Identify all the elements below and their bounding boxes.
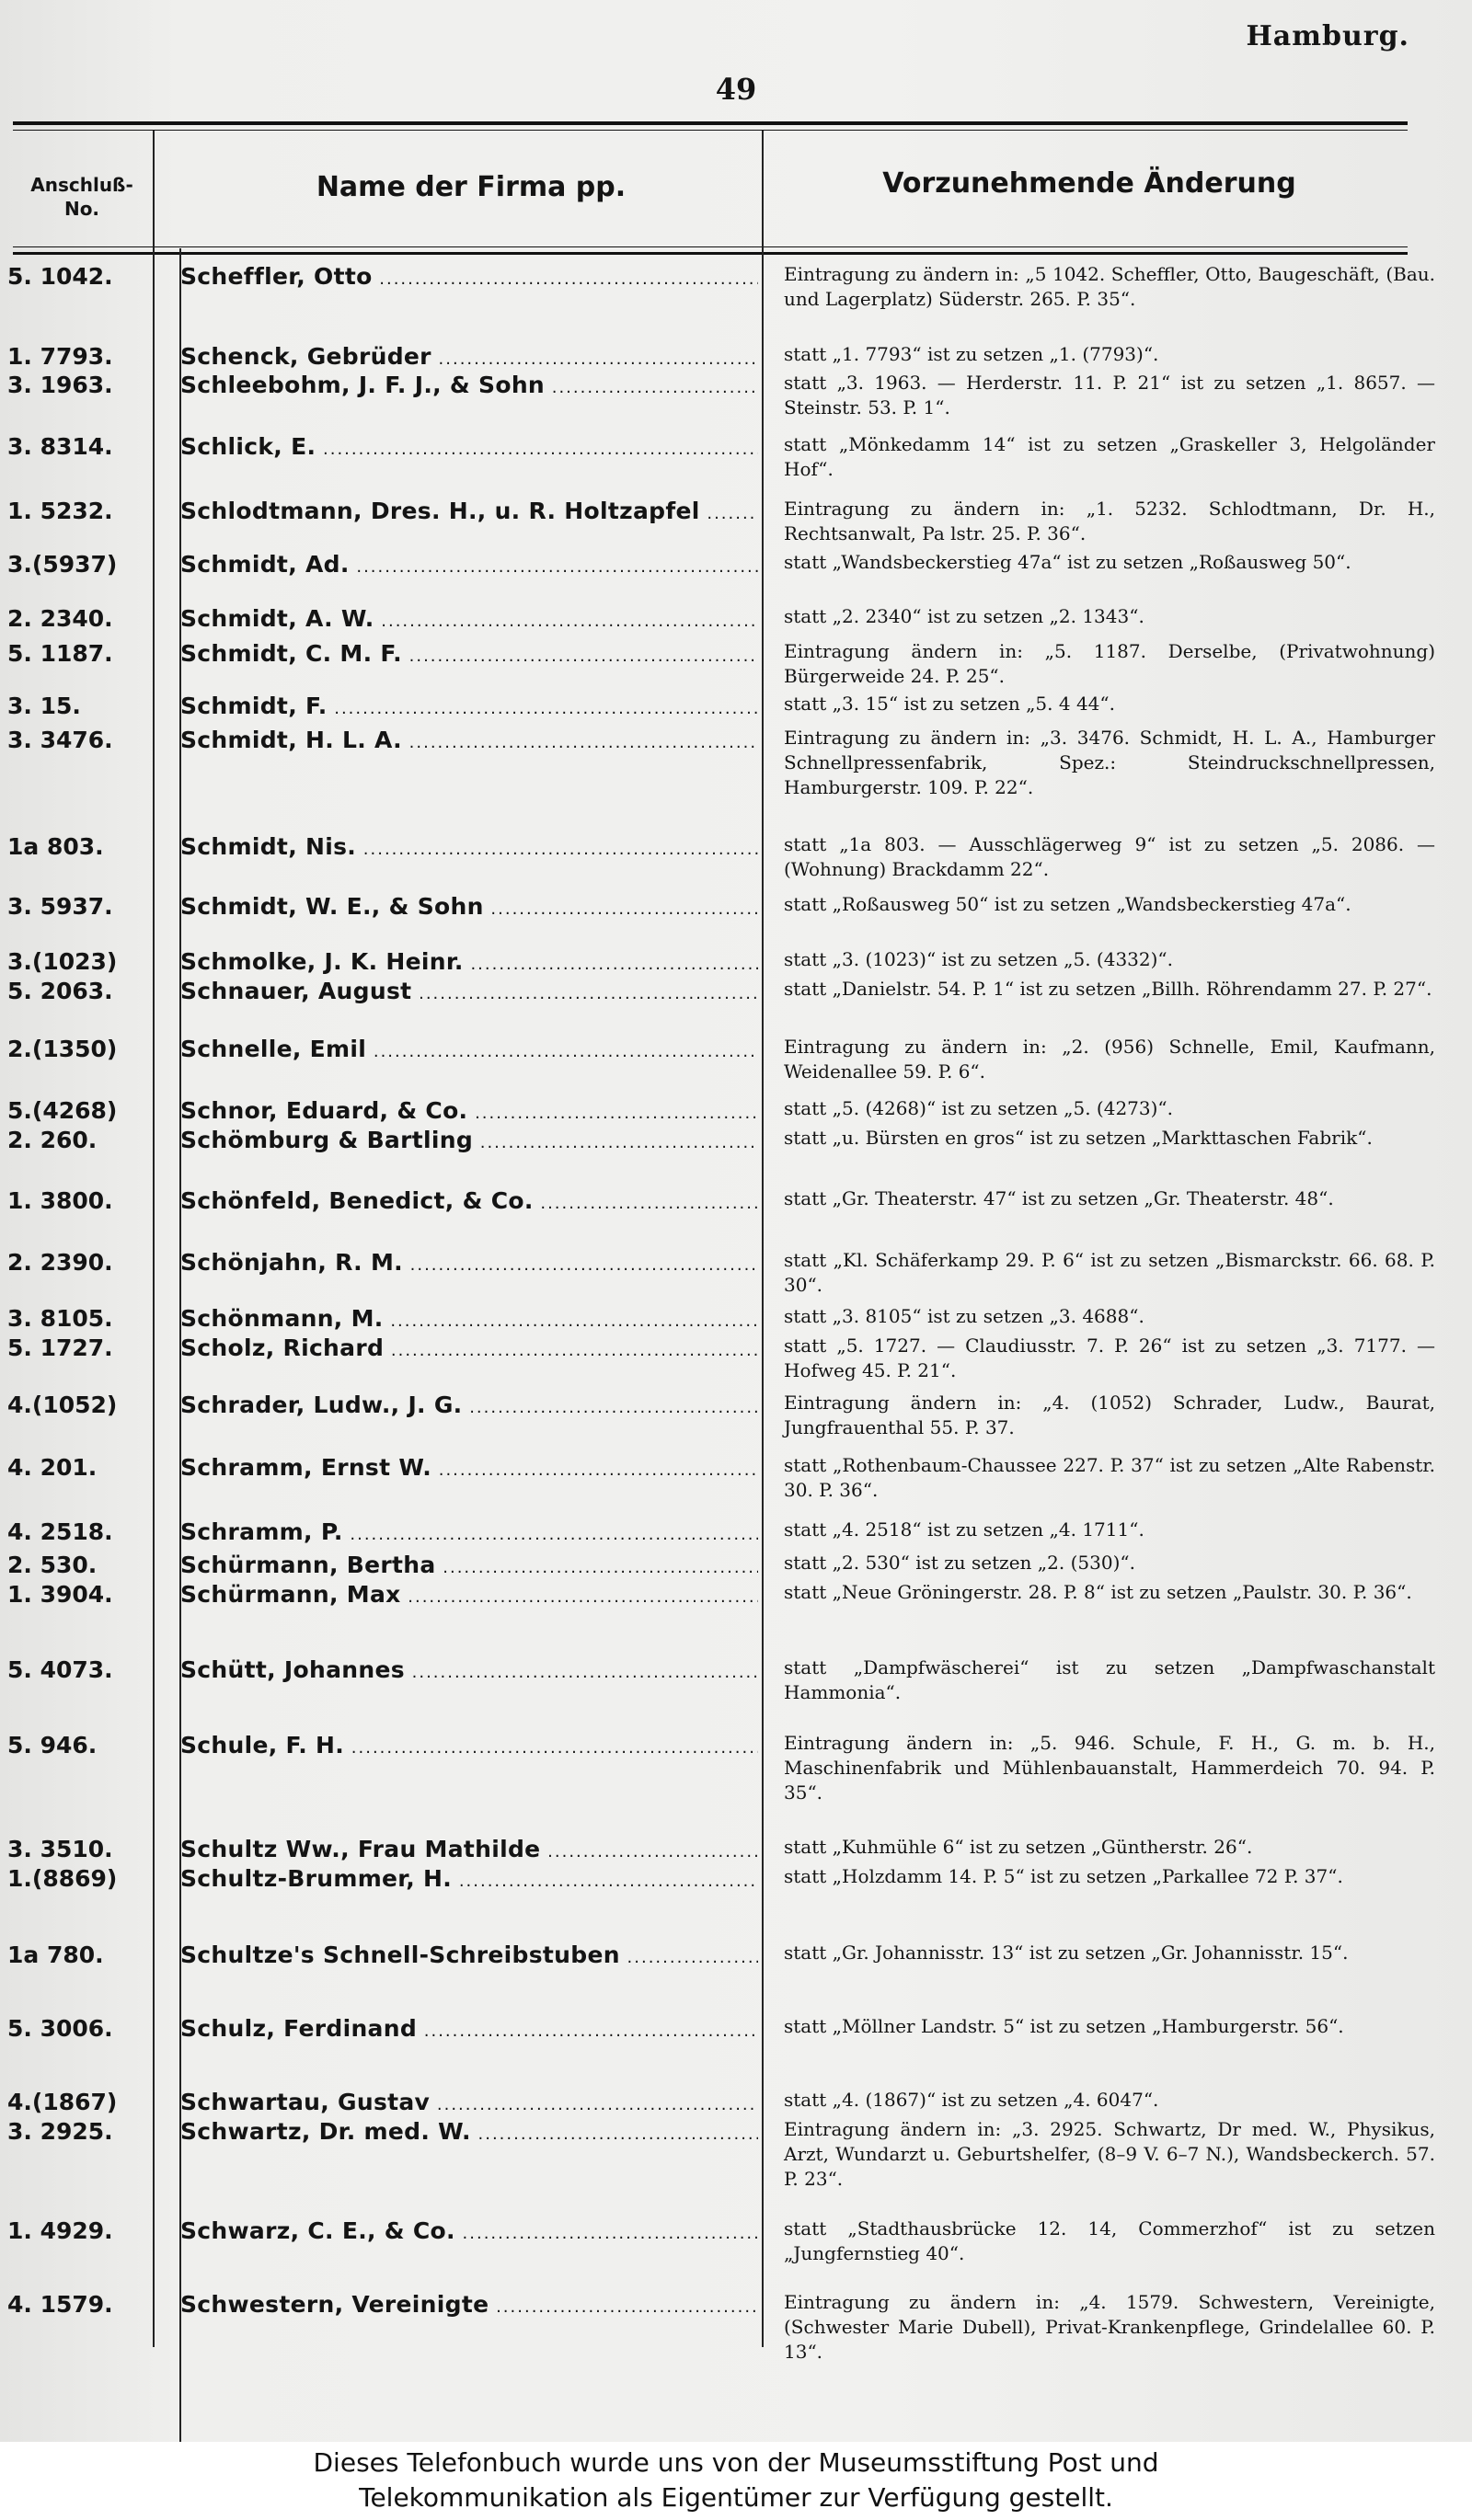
connection-number: 1a 803. xyxy=(7,833,104,860)
change-instruction: statt „Stadthausbrücke 12. 14, Commerzhof“ ist zu setzen „Jungfernstieg 40“. xyxy=(784,2217,1435,2264)
connection-number: 2.(1350) xyxy=(7,1036,118,1062)
change-instruction: statt „Holzdamm 14. P. 5“ ist zu setzen „Parkallee 72 P. 37“. xyxy=(784,1865,1343,1887)
connection-number: 3.(5937) xyxy=(7,551,118,578)
firm-name: Scholz, Richard ..... xyxy=(180,1334,758,1366)
change-instruction: Eintragung ändern in: „4. (1052) Schrader, Ludw., Baurat, Jungfrauenthal 55. P. 37. xyxy=(784,1392,1435,1438)
connection-number: 4.(1867) xyxy=(7,2089,118,2115)
firm-name: Schrader, Ludw., J. G. ..... xyxy=(180,1391,758,1423)
change-instruction: Eintragung zu ändern in: „4. 1579. Schwestern, Vereinigte, (Schwester Marie Dubell), Privat-Krankenpflege, Grindelallee 60. P. 13“. xyxy=(784,2291,1435,2363)
change-instruction: statt „1a 803. — Ausschlägerweg 9“ ist zu setzen „5. 2086. — (Wohnung) Brackdamm 22“. xyxy=(784,833,1435,880)
connection-number: 1. 5232. xyxy=(7,498,113,524)
connection-number: 1. 4929. xyxy=(7,2217,113,2244)
footer-line-2: Telekommunikation als Eigentümer zur Verfügung gestellt. xyxy=(359,2482,1113,2513)
page-number: 49 xyxy=(715,72,757,107)
footer-note xyxy=(0,2442,1472,2520)
change-instruction: Eintragung ändern in: „3. 2925. Schwartz, Dr med. W., Physikus, Arzt, Wundarzt u. Geburtshelfer, (8–9 V. 6–7 N.), Wandsbeckerch. 57. P. 23“. xyxy=(784,2118,1435,2190)
change-instruction: statt „Gr. Theaterstr. 47“ ist zu setzen „Gr. Theaterstr. 48“. xyxy=(784,1187,1334,1209)
change-instruction: statt „Mönkedamm 14“ ist zu setzen „Graskeller 3, Helgoländer Hof“. xyxy=(784,433,1435,480)
connection-number: 2. 2340. xyxy=(7,605,113,632)
header-rule xyxy=(13,246,1408,255)
firm-name: Schramm, Ernst W. ..... xyxy=(180,1453,758,1485)
firm-name: Schürmann, Max ..... xyxy=(180,1580,758,1612)
firm-name: Schwartau, Gustav ..... xyxy=(180,2088,758,2120)
change-instruction: statt „2. 530“ ist zu setzen „2. (530)“. xyxy=(784,1552,1135,1574)
firm-name: Schramm, P. ..... xyxy=(180,1518,758,1550)
change-instruction: statt „3. 1963. — Herderstr. 11. P. 21“ ist zu setzen „1. 8657. — Steinstr. 53. P. 1“. xyxy=(784,372,1435,418)
connection-number: 4. 201. xyxy=(7,1454,98,1481)
firm-name: Scheffler, Otto ..... xyxy=(180,262,758,294)
firm-name: Schürmann, Bertha ..... xyxy=(180,1551,758,1583)
connection-number: 2. 260. xyxy=(7,1127,98,1153)
firm-name: Schmidt, H. L. A. ..... xyxy=(180,726,758,758)
connection-number: 5. 3006. xyxy=(7,2015,113,2042)
connection-number: 4.(1052) xyxy=(7,1392,118,1418)
column-header-number: Anschluß- No. xyxy=(30,174,133,220)
footer-line-1: Dieses Telefonbuch wurde uns von der Museumsstiftung Post und xyxy=(313,2447,1159,2478)
region-heading: Hamburg. xyxy=(1246,20,1409,52)
firm-name: Schleebohm, J. F. J., & Sohn ..... xyxy=(180,371,758,403)
firm-name: Schmidt, Ad. ..... xyxy=(180,550,758,582)
connection-number: 5. 946. xyxy=(7,1732,98,1758)
firm-name: Schultz-Brummer, H. ..... xyxy=(180,1864,758,1896)
connection-number: 3. 15. xyxy=(7,693,81,719)
firm-name: Schönfeld, Benedict, & Co. ..... xyxy=(180,1186,758,1219)
connection-number: 5. 1187. xyxy=(7,640,113,667)
top-rule xyxy=(13,121,1408,131)
change-instruction: statt „u. Bürsten en gros“ ist zu setzen „Markttaschen Fabrik“. xyxy=(784,1127,1373,1149)
connection-number: 4. 1579. xyxy=(7,2291,113,2318)
change-instruction: statt „Gr. Johannisstr. 13“ ist zu setzen „Gr. Johannisstr. 15“. xyxy=(784,1942,1349,1964)
connection-number: 5. 1042. xyxy=(7,263,113,290)
connection-number: 5. 2063. xyxy=(7,978,113,1004)
firm-name: Schulz, Ferdinand ..... xyxy=(180,2014,758,2046)
firm-name: Schwartz, Dr. med. W. ..... xyxy=(180,2117,758,2149)
firm-name: Schnelle, Emil ..... xyxy=(180,1035,758,1067)
connection-number: 3. 1963. xyxy=(7,372,113,398)
change-instruction: Eintragung ändern in: „5. 946. Schule, F. H., G. m. b. H., Maschinenfabrik und Mühlenbauanstalt, Hammerdeich 70. 94. P. 35“. xyxy=(784,1732,1435,1804)
connection-number: 1. 3904. xyxy=(7,1581,113,1608)
change-instruction: statt „3. 8105“ ist zu setzen „3. 4688“. xyxy=(784,1305,1144,1327)
change-instruction: Eintragung zu ändern in: „5 1042. Scheffler, Otto, Baugeschäft, (Bau. und Lagerplatz) Süderstr. 265. P. 35“. xyxy=(784,263,1435,310)
change-instruction: statt „Roßausweg 50“ ist zu setzen „Wandsbeckerstieg 47a“. xyxy=(784,893,1351,915)
connection-number: 3. 2925. xyxy=(7,2118,113,2145)
connection-number: 1. 7793. xyxy=(7,343,113,370)
firm-name: Schultze's Schnell-Schreibstuben ..... xyxy=(180,1941,758,1973)
connection-number: 3. 8314. xyxy=(7,433,113,460)
connection-number: 1a 780. xyxy=(7,1942,104,1968)
firm-name: Schlick, E. ..... xyxy=(180,432,758,464)
firm-name: Schmidt, C. M. F. ..... xyxy=(180,639,758,671)
firm-name: Schule, F. H. ..... xyxy=(180,1731,758,1763)
change-instruction: statt „Dampfwäscherei“ ist zu setzen „Dampfwaschanstalt Hammonia“. xyxy=(784,1656,1435,1703)
change-instruction: statt „Kuhmühle 6“ ist zu setzen „Güntherstr. 26“. xyxy=(784,1836,1253,1858)
column-divider-number xyxy=(153,131,155,2347)
change-instruction: statt „4. (1867)“ ist zu setzen „4. 6047“. xyxy=(784,2089,1159,2111)
change-instruction: statt „Rothenbaum-Chaussee 227. P. 37“ ist zu setzen „Alte Rabenstr. 30. P. 36“. xyxy=(784,1454,1435,1501)
connection-number: 3. 5937. xyxy=(7,893,113,920)
connection-number: 4. 2518. xyxy=(7,1518,113,1545)
column-divider-change xyxy=(762,131,764,2347)
firm-name: Schmolke, J. K. Heinr. ..... xyxy=(180,947,758,979)
change-instruction: statt „2. 2340“ ist zu setzen „2. 1343“. xyxy=(784,605,1144,627)
firm-name: Schömburg & Bartling ..... xyxy=(180,1126,758,1158)
connection-number: 3. 8105. xyxy=(7,1305,113,1332)
column-header-name: Name der Firma pp. xyxy=(316,171,627,203)
change-instruction: statt „Kl. Schäferkamp 29. P. 6“ ist zu setzen „Bismarckstr. 66. 68. P. 30“. xyxy=(784,1249,1435,1296)
connection-number: 2. 530. xyxy=(7,1552,98,1578)
connection-number: 3. 3510. xyxy=(7,1836,113,1862)
change-instruction: statt „Neue Gröningerstr. 28. P. 8“ ist zu setzen „Paulstr. 30. P. 36“. xyxy=(784,1581,1412,1603)
change-instruction: statt „1. 7793“ ist zu setzen „1. (7793)“. xyxy=(784,343,1159,365)
firm-name: Schmidt, A. W. ..... xyxy=(180,604,758,636)
firm-name: Schlodtmann, Dres. H., u. R. Holtzapfel ..... xyxy=(180,497,758,529)
connection-number: 3.(1023) xyxy=(7,948,118,975)
change-instruction: Eintragung zu ändern in: „1. 5232. Schlodtmann, Dr. H., Rechtsanwalt, Pa lstr. 25. P. 36“. xyxy=(784,498,1435,544)
change-instruction: statt „5. 1727. — Claudiusstr. 7. P. 26“ ist zu setzen „3. 7177. — Hofweg 45. P. 21“. xyxy=(784,1334,1435,1381)
connection-number: 5.(4268) xyxy=(7,1097,118,1124)
change-instruction: statt „3. (1023)“ ist zu setzen „5. (4332)“. xyxy=(784,948,1174,970)
firm-name: Schmidt, W. E., & Sohn ..... xyxy=(180,892,758,924)
connection-number: 2. 2390. xyxy=(7,1249,113,1276)
connection-number: 1. 3800. xyxy=(7,1187,113,1214)
firm-name: Schenck, Gebrüder ..... xyxy=(180,342,758,374)
connection-number: 5. 4073. xyxy=(7,1656,113,1683)
firm-name: Schönjahn, R. M. ..... xyxy=(180,1248,758,1280)
change-instruction: Eintragung zu ändern in: „2. (956) Schnelle, Emil, Kaufmann, Weidenallee 59. P. 6“. xyxy=(784,1036,1435,1082)
firm-name: Schultz Ww., Frau Mathilde ..... xyxy=(180,1835,758,1867)
change-instruction: Eintragung zu ändern in: „3. 3476. Schmidt, H. L. A., Hamburger Schnellpressenfabrik, Spez.: Steindruckschnellpressen, Hamburgerstr. 109. P. 22“. xyxy=(784,727,1435,798)
change-instruction: statt „Wandsbeckerstieg 47a“ ist zu setzen „Roßausweg 50“. xyxy=(784,551,1351,573)
change-instruction: statt „Danielstr. 54. P. 1“ ist zu setzen „Billh. Röhrendamm 27. P. 27“. xyxy=(784,978,1432,1000)
firm-name: Schwestern, Vereinigte ..... xyxy=(180,2290,758,2322)
firm-name: Schönmann, M. ..... xyxy=(180,1304,758,1336)
connection-number: 1.(8869) xyxy=(7,1865,118,1892)
firm-name: Schwarz, C. E., & Co. ..... xyxy=(180,2216,758,2249)
change-instruction: statt „4. 2518“ ist zu setzen „4. 1711“. xyxy=(784,1518,1144,1541)
firm-name: Schnor, Eduard, & Co. ..... xyxy=(180,1096,758,1128)
change-instruction: statt „5. (4268)“ ist zu setzen „5. (4273)“. xyxy=(784,1097,1174,1119)
column-header-change: Vorzunehmende Änderung xyxy=(882,167,1296,200)
change-instruction: Eintragung ändern in: „5. 1187. Derselbe, (Privatwohnung) Bürgerweide 24. P. 25“. xyxy=(784,640,1435,687)
change-instruction: statt „Möllner Landstr. 5“ ist zu setzen „Hamburgerstr. 56“. xyxy=(784,2015,1344,2037)
firm-name: Schmidt, Nis. ..... xyxy=(180,832,758,865)
connection-number: 3. 3476. xyxy=(7,727,113,753)
connection-number: 5. 1727. xyxy=(7,1334,113,1361)
firm-name: Schütt, Johannes ..... xyxy=(180,1655,758,1688)
firm-name: Schnauer, August ..... xyxy=(180,977,758,1009)
change-instruction: statt „3. 15“ ist zu setzen „5. 4 44“. xyxy=(784,693,1115,715)
firm-name: Schmidt, F. ..... xyxy=(180,692,758,724)
